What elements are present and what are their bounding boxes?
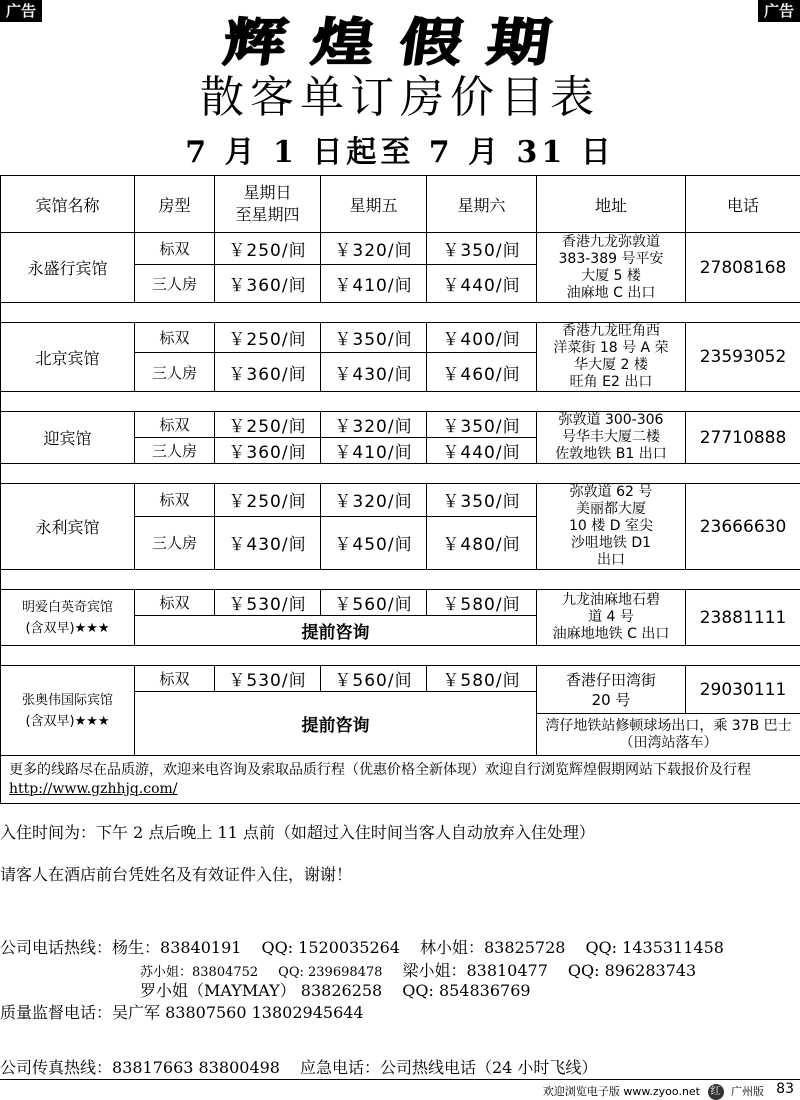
red-badge-icon: 红 [708, 1084, 724, 1100]
page-number: 83 [776, 1081, 794, 1097]
address-line: 油麻地地铁 C 出口 [552, 626, 670, 642]
consult-notice: 提前咨询 [135, 692, 537, 756]
table-row [1, 484, 800, 517]
table-row [1, 412, 800, 438]
footer-edition: 广州版 [731, 1085, 764, 1098]
date-range: 7 月 1 日起至 7 月 31 日 [185, 135, 615, 170]
header-sun-thu [215, 176, 321, 233]
hotel-phone: 23881111 [686, 590, 800, 646]
price-sat: ￥440/间 [427, 438, 537, 464]
hotel-address [537, 484, 686, 570]
checkin-note: 请客人在酒店前台凭姓名及有效证件入住，谢谢！ [0, 865, 353, 884]
fax-label: 公司传真热线： [0, 1058, 113, 1077]
hotel-address [537, 412, 686, 464]
room-type: 标双 [135, 484, 215, 517]
website-link[interactable]: http://www.gzhhjq.com/ [9, 780, 178, 797]
contact-name: 苏小姐：83804752 [140, 965, 259, 980]
address-line: 20 号 [591, 690, 631, 709]
address-line: 油麻地 C 出口 [566, 284, 656, 301]
spacer-row [1, 392, 800, 412]
page-footer [0, 1079, 800, 1100]
address-line: 出口 [597, 552, 625, 568]
price-fri: ￥320/间 [321, 484, 427, 517]
ad-label-right: 广告 [758, 0, 800, 22]
price-fri: ￥410/间 [321, 438, 427, 464]
hotel-address [537, 666, 686, 714]
spacer-row [1, 570, 800, 590]
hotel-name-line1: 明爱白英奇宾馆 [21, 599, 113, 615]
table-row [1, 233, 800, 265]
contact-name: 林小姐：83825728 [419, 938, 566, 957]
price-sun-thu: ￥250/间 [215, 412, 321, 438]
price-sat: ￥350/间 [427, 412, 537, 438]
price-fri: ￥430/间 [321, 353, 427, 392]
contact-qq: QQ: 1435311458 [585, 938, 724, 957]
fax-line [0, 1055, 597, 1078]
contact-name: 罗小姐（MAYMAY） 83826258 [140, 981, 383, 1000]
address-line: 洋菜街 18 号 A 荣 [553, 340, 669, 356]
room-type: 三人房 [135, 265, 215, 303]
address-line: 弥敦道 62 号 [569, 484, 653, 500]
hotline-row-3 [140, 978, 531, 1001]
price-sun-thu: ￥530/间 [215, 590, 321, 616]
hotel-name: 永盛行宾馆 [1, 233, 135, 303]
transport-info: 湾仔地铁站修顿球场出口，乘 37B 巴士（田湾站落车） [537, 714, 800, 756]
price-sun-thu: ￥250/间 [215, 323, 321, 353]
price-fri: ￥320/间 [321, 233, 427, 265]
hotel-name [1, 666, 135, 756]
header-address: 地址 [537, 176, 686, 233]
hotel-address [537, 323, 686, 392]
hotel-name-line2: (含双早)★★★ [25, 620, 110, 636]
address-line: 沙咀地铁 D1 [570, 535, 652, 551]
room-type: 标双 [135, 323, 215, 353]
price-sun-thu: ￥250/间 [215, 233, 321, 265]
address-line: 九龙油麻地石碧 [562, 592, 660, 608]
contact-qq: QQ: 1520035264 [261, 938, 400, 957]
price-fri: ￥450/间 [321, 516, 427, 569]
spacer-row [1, 646, 800, 666]
room-type: 标双 [135, 233, 215, 265]
table-header-row [1, 176, 800, 233]
quality-line [0, 1000, 364, 1023]
consult-notice: 提前咨询 [135, 616, 537, 646]
address-line: 弥敦道 300-306 [558, 412, 664, 428]
price-sat: ￥480/间 [427, 516, 537, 569]
fax-value: 83817663 83800498 [112, 1058, 280, 1077]
room-type: 标双 [135, 412, 215, 438]
price-sun-thu: ￥430/间 [215, 516, 321, 569]
quality-value: 吴广军 83807560 13802945644 [112, 1003, 364, 1022]
hotel-phone: 23593052 [686, 323, 800, 392]
price-sun-thu: ￥360/间 [215, 265, 321, 303]
table-row [1, 590, 800, 616]
hotel-name: 北京宾馆 [1, 323, 135, 392]
hotel-address [537, 233, 686, 303]
brand-title: 辉煌假期 [219, 12, 581, 73]
hotel-name [1, 590, 135, 646]
price-sun-thu: ￥360/间 [215, 438, 321, 464]
header-phone: 电话 [686, 176, 800, 233]
contact-name: 杨生：83840191 [112, 938, 242, 957]
table-row [1, 323, 800, 353]
address-line: 香港九龙弥敦道 [562, 233, 660, 250]
address-line: 香港仔田湾街 [565, 670, 656, 689]
hotel-name: 迎宾馆 [1, 412, 135, 464]
price-sat: ￥440/间 [427, 265, 537, 303]
price-fri: ￥560/间 [321, 590, 427, 616]
address-line: 美丽都大厦 [576, 501, 646, 517]
spacer-row [1, 303, 800, 323]
note-row [1, 756, 800, 804]
price-fri: ￥320/间 [321, 412, 427, 438]
price-sat: ￥350/间 [427, 233, 537, 265]
header-sun-thu-line1: 星期日 [243, 183, 292, 202]
address-line: 香港九龙旺角西 [562, 323, 660, 339]
ad-label-left: 广告 [0, 0, 42, 22]
hotel-name-line1: 张奥伟国际宾馆 [21, 692, 113, 708]
footer-text [543, 1083, 764, 1100]
price-sat: ￥400/间 [427, 323, 537, 353]
address-line: 10 楼 D 室尖 [569, 518, 653, 534]
more-routes-note [1, 756, 800, 804]
hotel-phone: 23666630 [686, 484, 800, 570]
spacer-row [1, 464, 800, 484]
price-fri: ￥410/间 [321, 265, 427, 303]
price-sun-thu: ￥360/间 [215, 353, 321, 392]
hotel-phone: 29030111 [686, 666, 800, 714]
note-text: 更多的线路尽在品质游，欢迎来电咨询及索取品质行程（优惠价格全新体现）欢迎自行浏览辉煌假期网站下载报价及行程 [9, 761, 751, 778]
address-line: 号华丰大厦二楼 [562, 429, 660, 445]
footer-site: 欢迎浏览电子版 www.zyoo.net [542, 1085, 700, 1098]
address-line: 大厦 5 楼 [581, 267, 641, 284]
price-sat: ￥580/间 [427, 666, 537, 692]
quality-label: 质量监督电话： [0, 1003, 113, 1022]
contact-qq: QQ: 854836769 [402, 981, 531, 1000]
hotel-phone: 27710888 [686, 412, 800, 464]
address-line: 华大厦 2 楼 [574, 357, 648, 373]
contact-qq: QQ: 239698478 [278, 965, 383, 980]
header-hotel: 宾馆名称 [1, 176, 135, 233]
hotel-name-line2: (含双早)★★★ [25, 713, 110, 729]
price-sat: ￥460/间 [427, 353, 537, 392]
room-type: 三人房 [135, 353, 215, 392]
price-sat: ￥350/间 [427, 484, 537, 517]
checkin-time: 入住时间为：下午 2 点后晚上 11 点前（如超过入住时间当客人自动放弃入住处理） [0, 823, 595, 842]
price-sun-thu: ￥530/间 [215, 666, 321, 692]
header-room: 房型 [135, 176, 215, 233]
room-type: 三人房 [135, 438, 215, 464]
hotline-row-1 [0, 935, 724, 958]
address-line: 道 4 号 [588, 609, 634, 625]
hotel-phone: 27808168 [686, 233, 800, 303]
header-sun-thu-line2: 至星期四 [235, 205, 300, 224]
header-fri: 星期五 [321, 176, 427, 233]
address-line: 383-389 号平安 [558, 250, 664, 267]
hotline-label: 公司电话热线： [0, 938, 113, 957]
room-type: 标双 [135, 590, 215, 616]
contact-qq: QQ: 896283743 [567, 961, 697, 980]
page-subtitle: 散客单订房价目表 [200, 72, 600, 123]
header-sat: 星期六 [427, 176, 537, 233]
price-fri: ￥560/间 [321, 666, 427, 692]
price-fri: ￥350/间 [321, 323, 427, 353]
emergency-phone: 应急电话：公司热线电话（24 小时飞线） [299, 1058, 598, 1077]
address-line: 佐敦地铁 B1 出口 [555, 446, 667, 462]
address-line: 旺角 E2 出口 [569, 374, 653, 390]
table-row [1, 666, 800, 692]
price-table [0, 175, 800, 804]
contact-name: 梁小姐：83810477 [402, 961, 548, 980]
price-sun-thu: ￥250/间 [215, 484, 321, 517]
hotel-name: 永利宾馆 [1, 484, 135, 570]
price-sat: ￥580/间 [427, 590, 537, 616]
room-type: 标双 [135, 666, 215, 692]
room-type: 三人房 [135, 516, 215, 569]
hotel-address [537, 590, 686, 646]
